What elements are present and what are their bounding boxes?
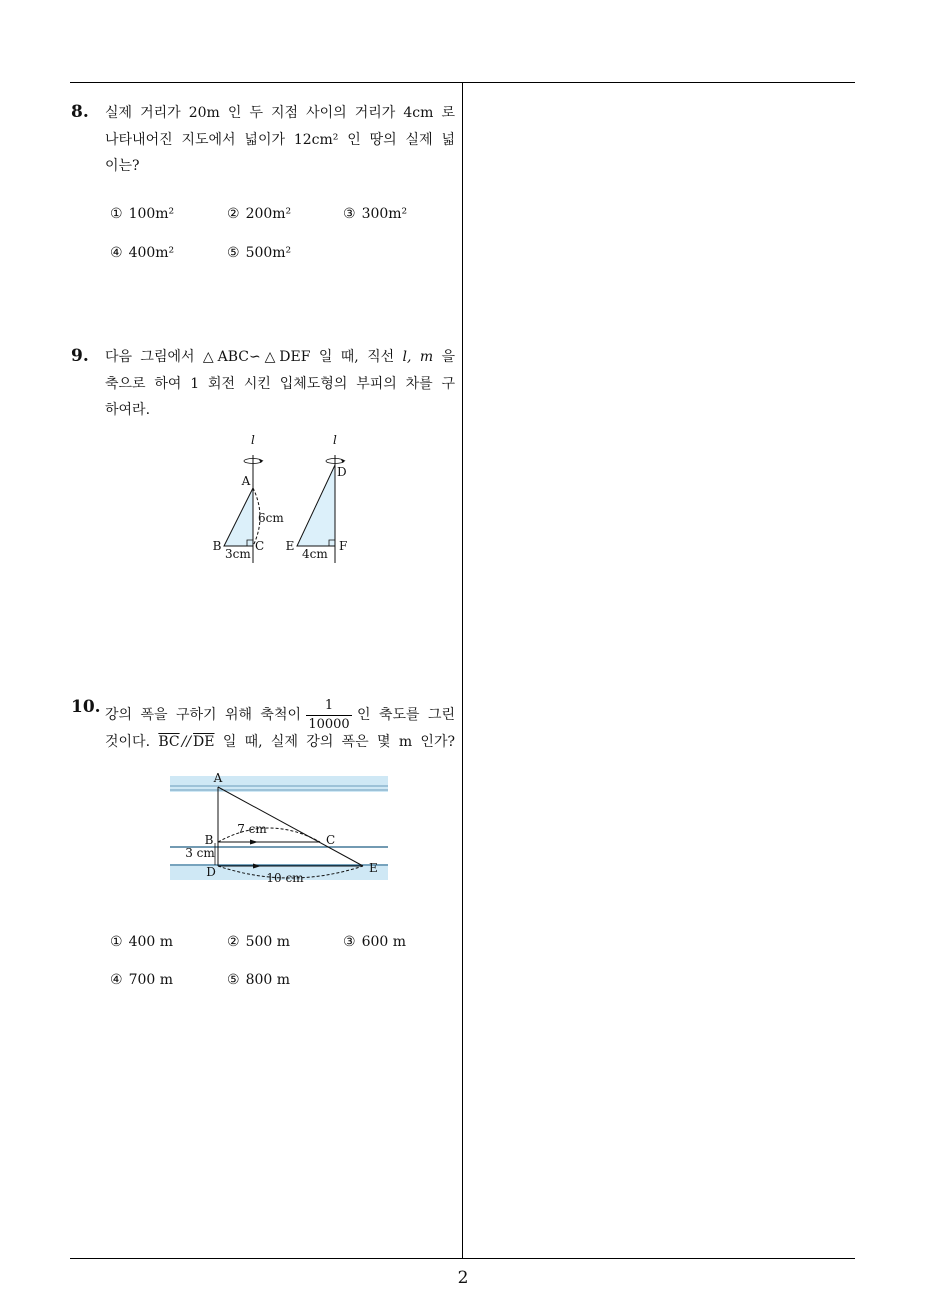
choice-text: 400 m: [128, 934, 174, 950]
vertex-label-c: C: [255, 539, 265, 553]
vertex-label-b: B: [212, 539, 222, 553]
axis-label-right: l: [333, 433, 337, 447]
vertex-label-a: A: [241, 474, 251, 488]
triangle-abc: [224, 488, 253, 546]
fraction-numerator: 1: [306, 697, 352, 716]
segment-de: $\overline{DE}$: [193, 734, 215, 750]
question-text: 인 축도를 그린: [357, 707, 455, 723]
question-text: 것이다.: [105, 734, 151, 750]
choice-2[interactable]: [227, 204, 291, 224]
question-text: 다음 그림에서 △ABC∽△DEF 일 때, 직선: [105, 349, 395, 365]
scale-fraction: [307, 697, 351, 734]
choice-mark: ②: [227, 206, 240, 222]
choice-mark: ①: [110, 934, 123, 950]
choice-mark: ⑤: [227, 245, 240, 261]
vertex-label-d: D: [206, 865, 216, 879]
triangle-def: [297, 465, 335, 546]
choice-1[interactable]: [110, 932, 173, 952]
river-width-figure: [165, 768, 395, 890]
choice-text: 300m²: [361, 206, 408, 222]
vertex-label-e: E: [369, 861, 378, 875]
choice-5[interactable]: [227, 970, 290, 990]
question-text-line: 이는?: [105, 158, 140, 174]
choice-text: 100m²: [128, 206, 175, 222]
question-number: 9.: [71, 346, 89, 366]
choice-5[interactable]: [227, 243, 291, 263]
parallel-symbol: //: [181, 734, 192, 750]
fraction-denominator: 10000: [308, 716, 350, 732]
choice-text: 800 m: [245, 972, 291, 988]
choice-text: 700 m: [128, 972, 174, 988]
choice-text: 500 m: [245, 934, 291, 950]
vertex-label-f: F: [339, 539, 348, 553]
choice-text: 600 m: [361, 934, 407, 950]
choice-1[interactable]: [110, 204, 174, 224]
vertex-label-a: A: [213, 771, 223, 785]
vertex-label-e: E: [285, 539, 295, 553]
side-label-ac: 6cm: [258, 511, 284, 525]
side-label-bc: 3cm: [225, 547, 251, 561]
question-text-line: 하여라.: [105, 402, 151, 418]
choice-2[interactable]: [227, 932, 290, 952]
segment-bc: $\overline{BC}$: [158, 734, 180, 750]
question-number: 10.: [71, 697, 101, 717]
choice-text: 400m²: [128, 245, 175, 261]
question-text-line: 나타내어진 지도에서 넓이가 12cm² 인 땅의 실제 넓: [105, 132, 455, 148]
axis-label-left: l: [251, 433, 255, 447]
choice-text: 200m²: [245, 206, 292, 222]
length-label-de: 10 cm: [266, 871, 304, 885]
length-label-bd: 3 cm: [185, 846, 215, 860]
choice-mark: ③: [343, 206, 356, 222]
dashed-arc-bc: [218, 828, 320, 842]
similar-triangles-figure: [200, 430, 360, 570]
column-divider: [462, 82, 463, 1258]
choice-mark: ④: [110, 245, 123, 261]
choice-mark: ②: [227, 934, 240, 950]
question-text-line: [105, 732, 455, 752]
choice-mark: ④: [110, 972, 123, 988]
choice-text: 500m²: [245, 245, 292, 261]
question-number: 8.: [71, 102, 89, 122]
bottom-rule: [70, 1258, 855, 1259]
vertex-label-c: C: [326, 833, 336, 847]
page-number: 2: [457, 1268, 469, 1288]
side-label-ef: 4cm: [302, 547, 328, 561]
choice-3[interactable]: [343, 932, 406, 952]
choice-4[interactable]: [110, 243, 174, 263]
question-text: 강의 폭을 구하기 위해 축척이: [105, 707, 301, 723]
length-label-bc: 7 cm: [237, 822, 267, 836]
question-text-line: 축으로 하여 1 회전 시킨 입체도형의 부피의 차를 구: [105, 376, 455, 392]
question-text-line: 실제 거리가 20m 인 두 지점 사이의 거리가 4cm 로: [105, 105, 455, 121]
choice-mark: ①: [110, 206, 123, 222]
choice-mark: ③: [343, 934, 356, 950]
parallel-arrow-bc-icon: [250, 840, 258, 845]
choice-4[interactable]: [110, 970, 173, 990]
choice-3[interactable]: [343, 204, 407, 224]
vertex-label-b: B: [204, 833, 214, 847]
question-text: 을: [441, 349, 455, 365]
question-text-line: [105, 347, 455, 367]
question-text-line: [105, 695, 455, 735]
choice-mark: ⑤: [227, 972, 240, 988]
vertex-label-d: D: [337, 465, 347, 479]
line-variables: l, m: [402, 349, 434, 365]
question-text: 일 때, 실제 강의 폭은 몇 m 인가?: [222, 734, 455, 750]
